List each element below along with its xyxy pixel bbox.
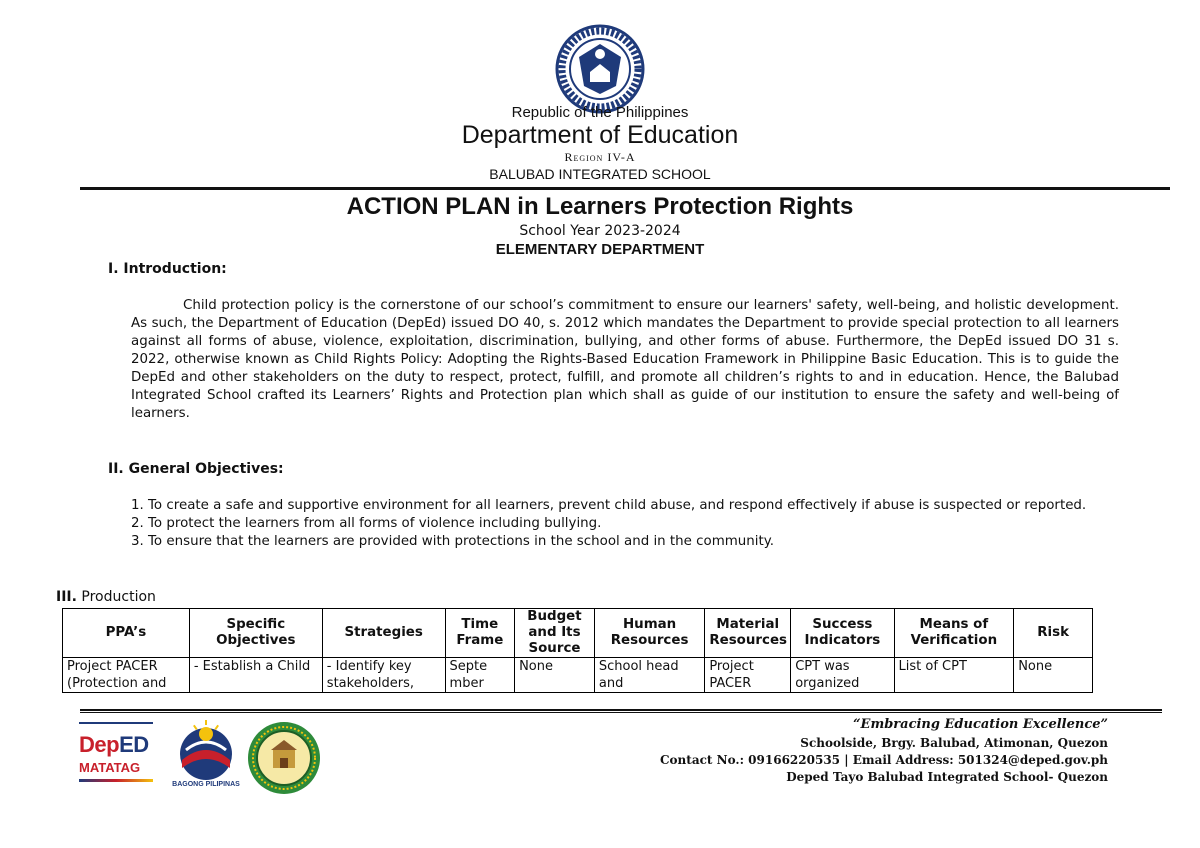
table-cell: Project PACER (Protection and bbox=[63, 658, 190, 693]
document-title: ACTION PLAN in Learners Protection Rights bbox=[346, 193, 854, 220]
production-heading-number: III. bbox=[56, 589, 77, 605]
region-heading: Region IV-A bbox=[564, 150, 636, 164]
production-table bbox=[62, 608, 1093, 693]
table-cell: - Establish a Child bbox=[189, 658, 322, 693]
facebook-page: Deped Tayo Balubad Integrated School- Quezon bbox=[786, 770, 1108, 784]
school-seal-logo bbox=[246, 720, 322, 796]
column-header: Strategies bbox=[322, 609, 445, 658]
table-cell: List of CPT bbox=[894, 658, 1014, 693]
bagong-pilipinas-logo bbox=[172, 720, 240, 782]
column-header: Budget and Its Source bbox=[515, 609, 595, 658]
header-divider bbox=[80, 187, 1170, 190]
table-row bbox=[63, 658, 1093, 693]
column-header: Material Resources bbox=[705, 609, 791, 658]
objectives-heading: II. General Objectives: bbox=[108, 461, 284, 477]
school-motto: “Embracing Education Excellence” bbox=[853, 717, 1108, 732]
production-heading-text: Production bbox=[81, 589, 156, 605]
objectives-list bbox=[131, 497, 1119, 551]
school-heading: BALUBAD INTEGRATED SCHOOL bbox=[489, 166, 711, 182]
table-cell: None bbox=[1014, 658, 1093, 693]
school-year: School Year 2023-2024 bbox=[519, 223, 681, 239]
bagong-pilipinas-text: BAGONG PILIPINAS bbox=[172, 781, 240, 788]
column-header: Time Frame bbox=[445, 609, 515, 658]
introduction-body bbox=[131, 297, 1119, 423]
objective-item: 1. To create a safe and supportive environment for all learners, prevent child abuse, and respond effectively if abuse is suspected or reported. bbox=[131, 498, 1087, 513]
introduction-heading: I. Introduction: bbox=[108, 261, 227, 277]
deped-seal-logo bbox=[555, 24, 645, 114]
objective-item: 2. To protect the learners from all forms of violence including bullying. bbox=[131, 516, 602, 531]
school-address: Schoolside, Brgy. Balubad, Atimonan, Quezon bbox=[800, 736, 1108, 750]
column-header: Human Resources bbox=[594, 609, 704, 658]
department-heading: Department of Education bbox=[461, 121, 739, 149]
column-header: Specific Objectives bbox=[189, 609, 322, 658]
department-label: ELEMENTARY DEPARTMENT bbox=[495, 241, 705, 258]
footer-divider-thin bbox=[80, 712, 1162, 713]
footer-divider bbox=[80, 709, 1162, 711]
contact-info: Contact No.: 09166220535 | Email Address: 501324@deped.gov.ph bbox=[660, 753, 1108, 767]
column-header: PPA’s bbox=[63, 609, 190, 658]
matatag-text: MATATAG bbox=[79, 760, 141, 775]
table-cell: - Identify key stakeholders, bbox=[322, 658, 445, 693]
production-heading bbox=[56, 589, 156, 605]
column-header: Means of Verification bbox=[894, 609, 1014, 658]
republic-heading: Republic of the Philippines bbox=[511, 104, 689, 121]
table-header-row bbox=[63, 609, 1093, 658]
table-cell: CPT was organized bbox=[791, 658, 894, 693]
table-cell: Septe mber bbox=[445, 658, 515, 693]
column-header: Risk bbox=[1014, 609, 1093, 658]
column-header: Success Indicators bbox=[791, 609, 894, 658]
table-cell: None bbox=[515, 658, 595, 693]
table-cell: Project PACER bbox=[705, 658, 791, 693]
table-cell: School head and bbox=[594, 658, 704, 693]
objective-item: 3. To ensure that the learners are provided with protections in the school and in the community. bbox=[131, 534, 775, 549]
deped-matatag-logo: DepED MATATAG bbox=[79, 722, 153, 794]
introduction-paragraph: Child protection policy is the cornerstone of our school’s commitment to ensure our learners' safety, well-being, and holistic development. As such, the Department of Education (DepEd) issued DO 40, s. 2012 which mandates the Department to provide special protection to all learners against all forms of abuse, violence, exploitation, discrimination, bullying, and other forms of abuse. Furthermore, the DepEd issued DO 31 s. 2022, otherwise known as Child Rights Policy: Adopting the Rights-Based Education Framework in Philippine Basic Education. This is to guide the DepEd and other stakeholders on the duty to respect, protect, fulfill, and promote all children’s rights to and in education. Hence, the Balubad Integrated School crafted its Learners’ Rights and Protection plan which shall as guide of our institution to ensure the safety and well-being of learners. bbox=[131, 298, 1119, 421]
